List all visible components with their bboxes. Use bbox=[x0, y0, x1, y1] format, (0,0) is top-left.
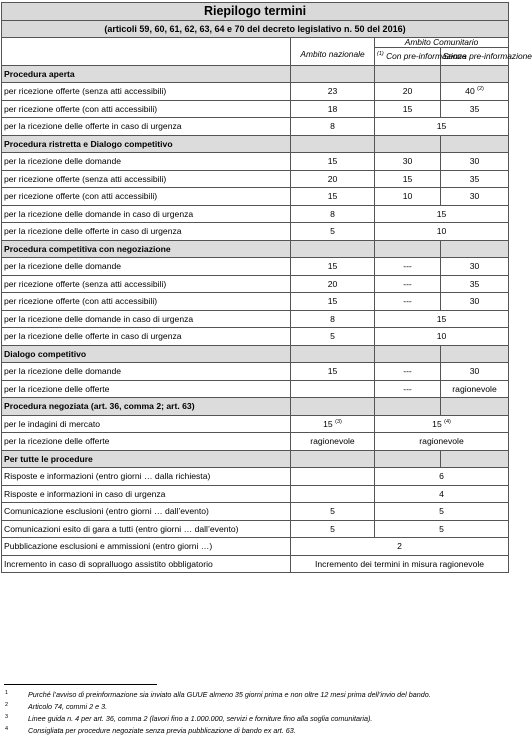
footnote-3: 3 Linee guida n. 4 per art. 36, comma 2 (lavori fino a 1.000.000, servizi e forniture fino alla soglia comunitaria). bbox=[5, 714, 373, 723]
header-con-preinformazione: $^{(1)}$ Con pre-informazione bbox=[375, 48, 441, 66]
footnote-ref-3: (3) bbox=[335, 418, 342, 425]
footnote-ref-1: (1) bbox=[377, 51, 384, 58]
table-row: Risposte e informazioni (entro giorni … dalla richiesta) 6 bbox=[2, 468, 509, 486]
table-row: per la ricezione delle offerte in caso di urgenza 8 15 bbox=[2, 118, 509, 136]
section-title-aperta: Procedura aperta bbox=[2, 65, 291, 83]
section-title-ristretta: Procedura ristretta e Dialogo competitivo bbox=[2, 135, 291, 153]
table-row: per ricezione offerte (con atti accessibili) 18 15 35 bbox=[2, 100, 509, 118]
table-row: per la ricezione delle domande 15 30 30 bbox=[2, 153, 509, 171]
section-title-negoziata: Procedura negoziata (art. 36, comma 2; art. 63) bbox=[2, 398, 291, 416]
footnote-separator bbox=[4, 684, 157, 685]
table-row: per la ricezione delle domande in caso di urgenza 8 15 bbox=[2, 205, 509, 223]
riepilogo-termini-table bbox=[1, 2, 532, 573]
table-row: per ricezione offerte (senza atti accessibili) 23 20 40 $^{(2)}$ bbox=[2, 83, 509, 101]
section-title-negoziazione: Procedura competitiva con negoziazione bbox=[2, 240, 291, 258]
section-title-dialogo: Dialogo competitivo bbox=[2, 345, 291, 363]
table-row: per ricezione offerte (senza atti accessibili) 20 15 35 bbox=[2, 170, 509, 188]
table-row: per la ricezione delle offerte ragionevole ragionevole bbox=[2, 433, 509, 451]
table-title: Riepilogo termini bbox=[2, 3, 509, 21]
footnote-1: 1 Purché l’avviso di preinformazione sia inviato alla GUUE almeno 35 giorni prima e non oltre 12 mesi prima dell’invio del bando. bbox=[5, 690, 431, 699]
table-row: per la ricezione delle offerte in caso di urgenza 5 10 bbox=[2, 328, 509, 346]
header-ambito-comunitario: Ambito Comunitario bbox=[375, 38, 509, 48]
table-row: per ricezione offerte (con atti accessibili) 15 10 30 bbox=[2, 188, 509, 206]
table-row: per la ricezione delle domande in caso di urgenza 8 15 bbox=[2, 310, 509, 328]
footnote-ref-2: (2) bbox=[477, 86, 484, 93]
table-row: per ricezione offerte (con atti accessibili) 15 --- 30 bbox=[2, 293, 509, 311]
table-row: per le indagini di mercato 15 $^{(3)}$ 15 $^{(4)}$ bbox=[2, 415, 509, 433]
table-row: Pubblicazione esclusioni e ammissioni (entro giorni …) 2 bbox=[2, 538, 509, 556]
header-empty-cell bbox=[2, 38, 291, 66]
header-senza-preinformazione: Senza pre-informazione bbox=[441, 48, 509, 66]
table-row: Incremento in caso di sopralluogo assistito obbligatorio Incremento dei termini in misura ragionevole bbox=[2, 555, 509, 573]
footnotes bbox=[5, 690, 505, 738]
table-subtitle: (articoli 59, 60, 61, 62, 63, 64 e 70 del decreto legislativo n. 50 del 2016) bbox=[2, 20, 509, 38]
table-row: per ricezione offerte (senza atti accessibili) 20 --- 35 bbox=[2, 275, 509, 293]
header-ambito-nazionale: Ambito nazionale bbox=[291, 38, 375, 66]
table-row: Comunicazioni esito di gara a tutti (entro giorni … dall’evento) 5 5 bbox=[2, 520, 509, 538]
table-row: Risposte e informazioni in caso di urgenza 4 bbox=[2, 485, 509, 503]
table-row: per la ricezione delle domande 15 --- 30 bbox=[2, 258, 509, 276]
footnote-ref-4: (4) bbox=[444, 418, 451, 425]
table-row: per la ricezione delle offerte --- ragionevole bbox=[2, 380, 509, 398]
table-row: per la ricezione delle offerte in caso di urgenza 5 10 bbox=[2, 223, 509, 241]
section-title-tutte: Per tutte le procedure bbox=[2, 450, 291, 468]
table-row: per la ricezione delle domande 15 --- 30 bbox=[2, 363, 509, 381]
footnote-4: 4 Consigliata per procedure negoziate senza previa pubblicazione di bando ex art. 63. bbox=[5, 726, 296, 735]
table-row: Comunicazione esclusioni (entro giorni … dall’evento) 5 5 bbox=[2, 503, 509, 521]
footnote-2: 2 Articolo 74, commi 2 e 3. bbox=[5, 702, 108, 711]
